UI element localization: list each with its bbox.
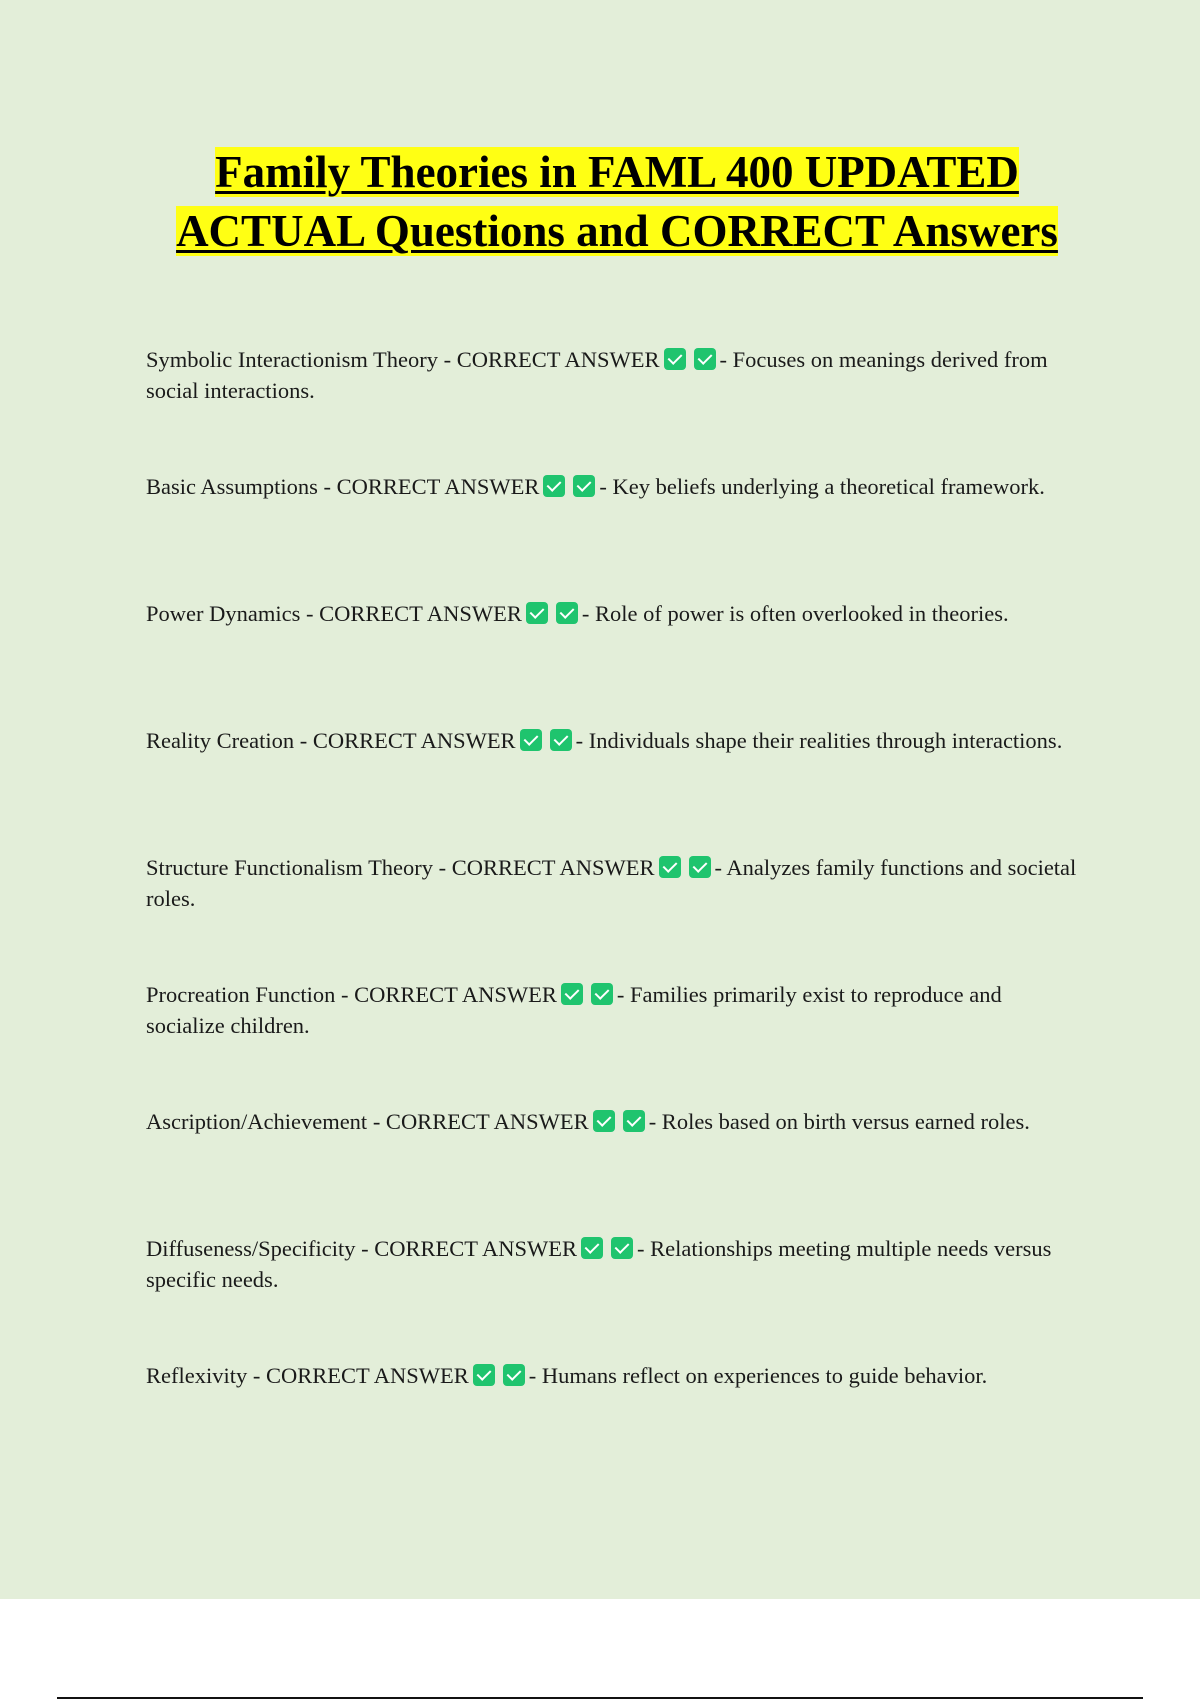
qa-item bbox=[146, 471, 1081, 598]
qa-term: Procreation Function - CORRECT ANSWER bbox=[146, 982, 557, 1007]
check-mark-icon bbox=[556, 602, 578, 624]
qa-list bbox=[146, 344, 1081, 1487]
qa-term: Diffuseness/Specificity - CORRECT ANSWER bbox=[146, 1236, 578, 1261]
document-title bbox=[146, 143, 1088, 261]
qa-term: Basic Assumptions - CORRECT ANSWER bbox=[146, 474, 540, 499]
check-mark-icon bbox=[664, 348, 686, 370]
qa-item bbox=[146, 852, 1081, 979]
check-mark-icon bbox=[561, 983, 583, 1005]
check-mark-icon bbox=[623, 1110, 645, 1132]
qa-definition: - Families primarily exist to reproduce and socialize children. bbox=[146, 982, 1002, 1038]
qa-term: Symbolic Interactionism Theory - CORRECT ANSWER bbox=[146, 347, 660, 372]
check-mark-icon bbox=[543, 475, 565, 497]
check-mark-icon bbox=[473, 1364, 495, 1386]
check-mark-icon bbox=[526, 602, 548, 624]
document-title-text: Family Theories in FAML 400 UPDATED ACTUAL Questions and CORRECT Answers bbox=[176, 147, 1058, 256]
qa-term: Structure Functionalism Theory - CORRECT ANSWER bbox=[146, 855, 655, 880]
qa-item bbox=[146, 1360, 1081, 1487]
check-mark-icon bbox=[550, 729, 572, 751]
qa-term: Reflexivity - CORRECT ANSWER bbox=[146, 1363, 469, 1388]
check-mark-icon bbox=[591, 983, 613, 1005]
footer-divider bbox=[57, 1697, 1143, 1699]
check-mark-icon bbox=[659, 856, 681, 878]
qa-item bbox=[146, 344, 1081, 471]
qa-item bbox=[146, 1106, 1081, 1233]
qa-item bbox=[146, 1233, 1081, 1360]
qa-definition: - Analyzes family functions and societal roles. bbox=[146, 855, 1077, 911]
qa-definition: - Humans reflect on experiences to guide behavior. bbox=[528, 1363, 988, 1388]
qa-item bbox=[146, 598, 1081, 725]
check-mark-icon bbox=[503, 1364, 525, 1386]
qa-definition: - Relationships meeting multiple needs versus specific needs. bbox=[146, 1236, 1052, 1292]
qa-term: Ascription/Achievement - CORRECT ANSWER bbox=[146, 1109, 589, 1134]
check-mark-icon bbox=[593, 1110, 615, 1132]
qa-definition: - Roles based on birth versus earned roles. bbox=[648, 1109, 1030, 1134]
qa-item bbox=[146, 725, 1081, 852]
qa-definition: - Key beliefs underlying a theoretical framework. bbox=[599, 474, 1045, 499]
check-mark-icon bbox=[694, 348, 716, 370]
qa-term: Reality Creation - CORRECT ANSWER bbox=[146, 728, 516, 753]
qa-definition: - Role of power is often overlooked in theories. bbox=[581, 601, 1009, 626]
check-mark-icon bbox=[581, 1237, 603, 1259]
check-mark-icon bbox=[689, 856, 711, 878]
check-mark-icon bbox=[611, 1237, 633, 1259]
qa-definition: - Individuals shape their realities through interactions. bbox=[575, 728, 1063, 753]
qa-item bbox=[146, 979, 1081, 1106]
check-mark-icon bbox=[573, 475, 595, 497]
check-mark-icon bbox=[520, 729, 542, 751]
qa-definition: - Focuses on meanings derived from social interactions. bbox=[146, 347, 1048, 403]
qa-term: Power Dynamics - CORRECT ANSWER bbox=[146, 601, 522, 626]
